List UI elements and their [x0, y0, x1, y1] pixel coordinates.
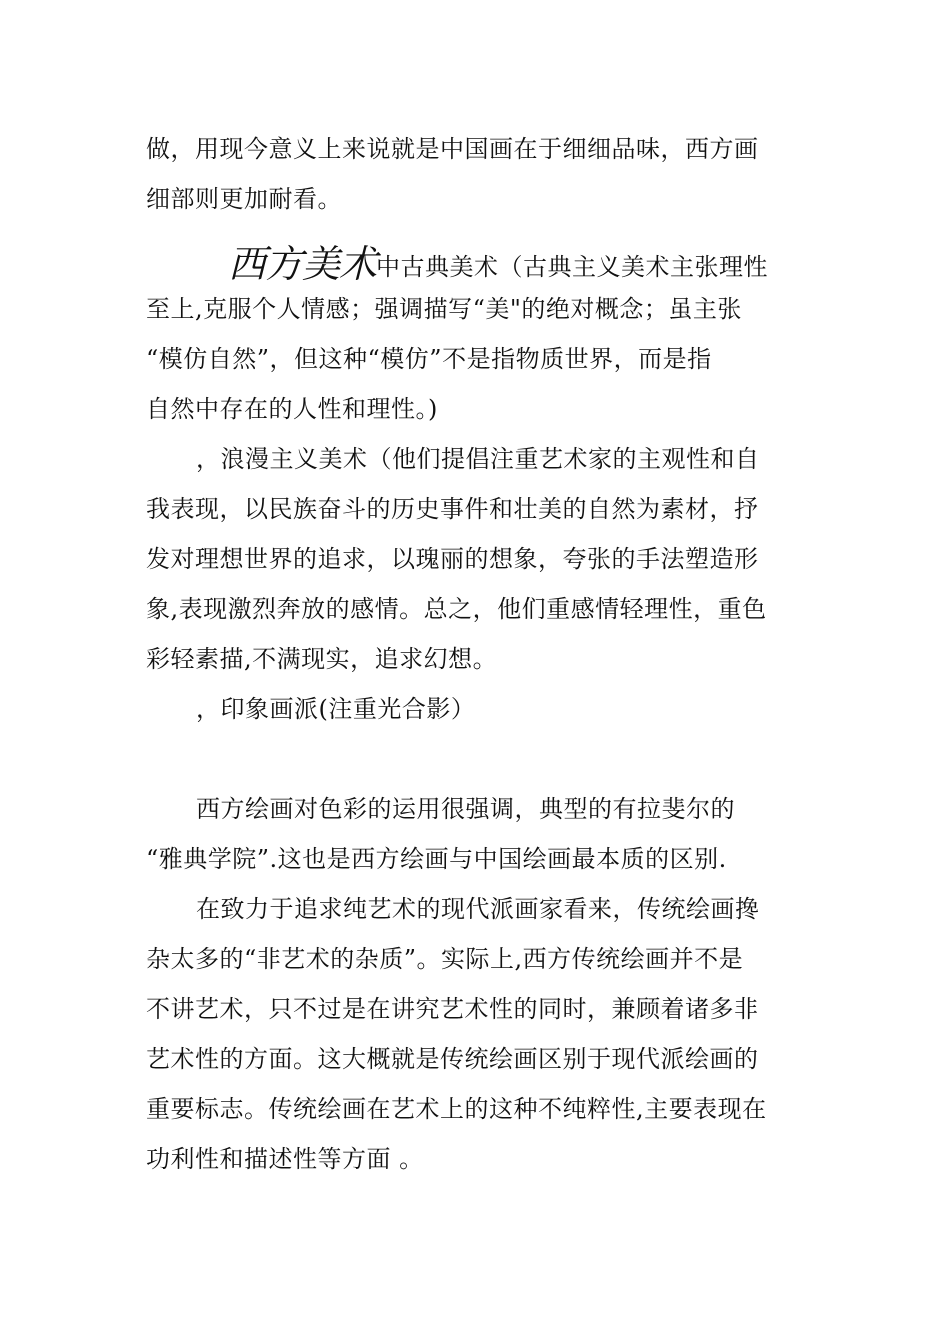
paragraph-3-line-4: 象,表现激烈奔放的感情。总之，他们重感情轻理性，重色	[146, 595, 767, 623]
paragraph-6-line-6: 功利性和描述性等方面 。	[146, 1145, 424, 1173]
paragraph-6-line-4: 艺术性的方面。这大概就是传统绘画区别于现代派绘画的	[146, 1045, 759, 1073]
paragraph-2-heading-line	[228, 242, 768, 289]
paragraph-3-line-3: 发对理想世界的追求，以瑰丽的想象，夸张的手法塑造形	[146, 545, 759, 573]
paragraph-6-line-3: 不讲艺术，只不过是在讲究艺术性的同时，兼顾着诸多非	[146, 995, 759, 1023]
paragraph-1-line-1: 做，用现今意义上来说就是中国画在于细细品味，西方画	[146, 135, 759, 163]
paragraph-6-line-5: 重要标志。传统绘画在艺术上的这种不纯粹性,主要表现在	[146, 1095, 767, 1123]
paragraph-1-line-2: 细部则更加耐看。	[146, 185, 342, 213]
paragraph-2-line-2: 至上,克服个人情感；强调描写“美"的绝对概念；虽主张	[146, 295, 742, 323]
paragraph-6-line-2: 杂太多的“非艺术的杂质”。实际上,西方传统绘画并不是	[146, 945, 744, 973]
paragraph-6-line-1: 在致力于追求纯艺术的现代派画家看来，传统绘画搀	[196, 895, 760, 923]
section-heading: 西方美术	[228, 242, 377, 286]
paragraph-5-line-2: “雅典学院”.这也是西方绘画与中国绘画最本质的区别.	[146, 845, 727, 873]
paragraph-3-line-1: ，浪漫主义美术（他们提倡注重艺术家的主观性和自	[196, 445, 760, 473]
paragraph-3-line-2: 我表现，以民族奋斗的历史事件和壮美的自然为素材，抒	[146, 495, 759, 523]
paragraph-3-line-5: 彩轻素描,不满现实，追求幻想。	[146, 645, 498, 673]
paragraph-2-line-1: 中古典美术（古典主义美术主张理性	[376, 253, 769, 281]
paragraph-2-line-3: “模仿自然”，但这种“模仿”不是指物质世界，而是指	[146, 345, 712, 373]
paragraph-4-line-1: ，印象画派(注重光合影）	[196, 695, 476, 723]
paragraph-5-line-1: 西方绘画对色彩的运用很强调，典型的有拉斐尔的	[196, 795, 735, 823]
paragraph-2-line-4: 自然中存在的人性和理性。)	[146, 395, 438, 423]
